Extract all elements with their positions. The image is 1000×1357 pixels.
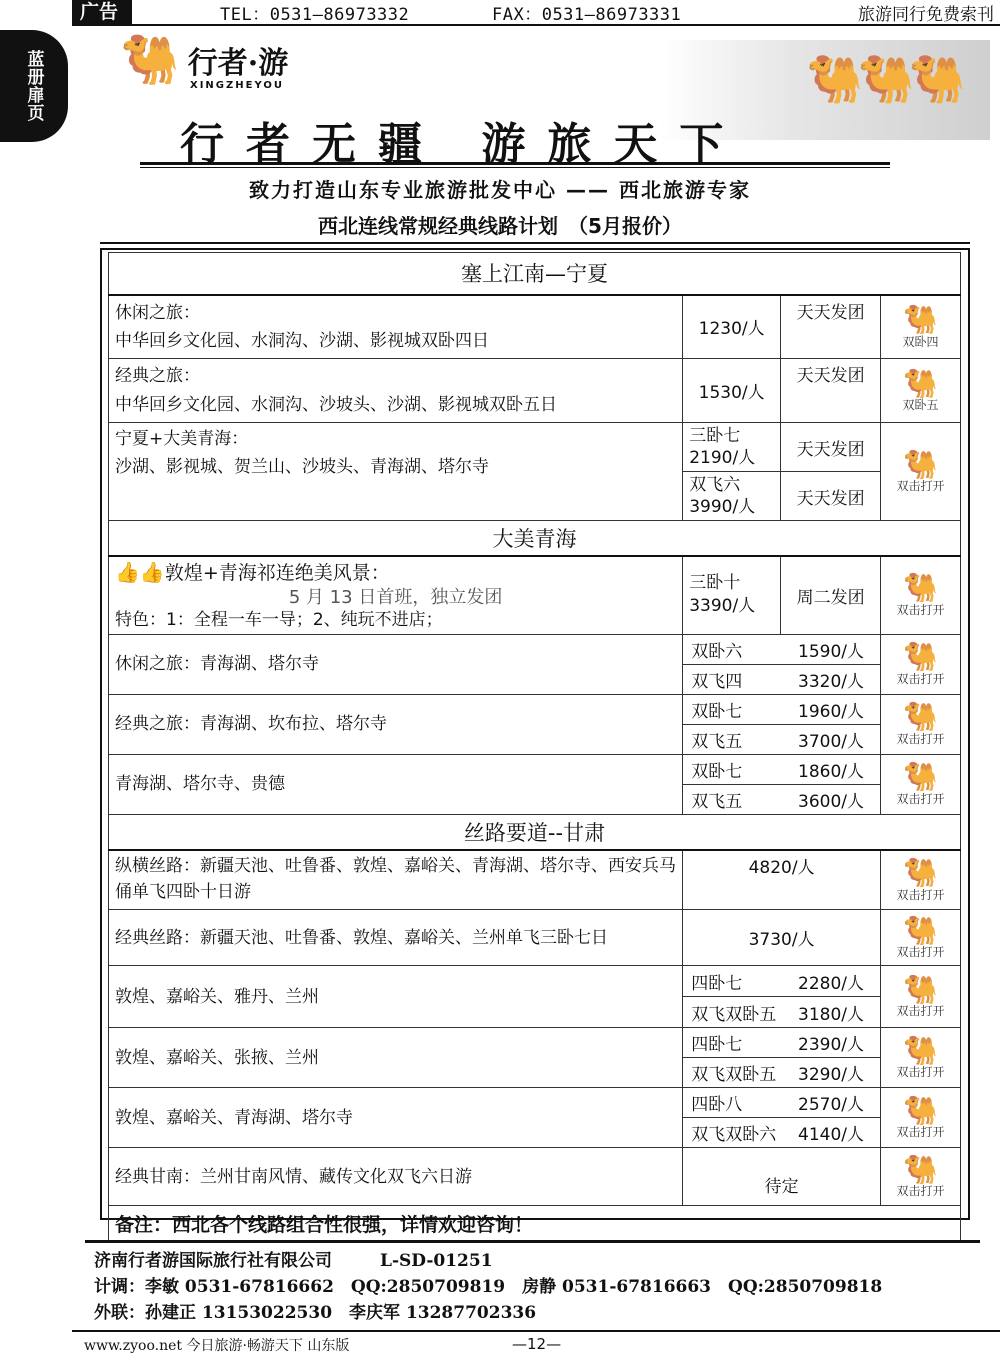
camel-icon: 🐫 [903, 1033, 938, 1067]
open-label: 双击打开 [896, 731, 945, 746]
camel-icon: 🐫 [903, 302, 938, 336]
open-button[interactable] [881, 1148, 961, 1206]
route-title: 经典甘南：兰州甘南风情、藏传文化双飞六日游 [109, 1148, 683, 1206]
route-note: 5 月 13 日首班，独立发团 [288, 587, 503, 609]
side-tab: 蓝册扉页 [0, 30, 68, 142]
route-title: 经典之旅：青海湖、坎布拉、塔尔寺 [109, 694, 683, 754]
route-detail: 中华回乡文化园、水洞沟、沙湖、影视城双卧四日 [115, 330, 489, 351]
open-label: 双击打开 [896, 479, 945, 494]
route-table [108, 252, 961, 1242]
open-label: 双击打开 [896, 1065, 945, 1080]
open-label: 双击打开 [896, 1004, 945, 1019]
camel-icon: 🐫 [903, 1152, 938, 1186]
price-type: 双卧七 [691, 701, 743, 722]
table-row [109, 295, 961, 359]
table-row [109, 694, 961, 724]
camel-caravan-icon: 🐫🐫🐫 [806, 52, 960, 106]
camel-icon: 🐫 [903, 972, 938, 1006]
remark: 备注：西北各个线路组合性很强，详情欢迎咨询！ [109, 1206, 961, 1242]
route-price: 2280/人 [798, 973, 865, 994]
route-schedule: 天天发团 [781, 423, 881, 472]
table-row [109, 423, 961, 472]
open-button[interactable] [881, 1028, 961, 1088]
open-button[interactable] [881, 910, 961, 966]
open-label: 双击打开 [896, 887, 945, 902]
route-price: 3320/人 [798, 671, 865, 692]
top-bar [72, 0, 1000, 26]
route-title: 休闲之旅： [115, 302, 200, 323]
camel-icon: 🐫 [903, 366, 938, 400]
table-row [109, 850, 961, 910]
table-row [109, 910, 961, 966]
route-price: 1960/人 [798, 701, 865, 722]
camel-icon: 🐫 [903, 760, 938, 794]
table-row [109, 1028, 961, 1058]
table-row [109, 1148, 961, 1206]
route-price: 2570/人 [798, 1095, 865, 1116]
open-button[interactable] [881, 634, 961, 694]
route-title: 青海湖、塔尔寺、贵德 [109, 754, 683, 814]
free-index-label: 旅游同行免费索刊 [858, 4, 994, 25]
open-button[interactable] [881, 754, 961, 814]
footer-divider [85, 1240, 980, 1243]
banner [100, 30, 990, 170]
tagline: 致力打造山东专业旅游批发中心 —— 西北旅游专家 [249, 178, 751, 202]
route-detail: 中华回乡文化园、水洞沟、沙坡头、沙湖、影视城双卧五日 [115, 394, 557, 415]
price-type: 双飞双卧五 [691, 1065, 777, 1086]
route-schedule: 天天发团 [781, 359, 881, 423]
route-title: 敦煌、嘉峪关、青海湖、塔尔寺 [109, 1088, 683, 1148]
price-type: 双卧六 [691, 641, 743, 662]
page-number: —12— [512, 1335, 562, 1353]
route-price: 2190/人 [689, 448, 756, 469]
site-line: www.zyoo.net 今日旅游·畅游天下 山东版 [84, 1338, 350, 1354]
license-number: L-SD-01251 [380, 1251, 493, 1271]
route-price: 3390/人 [689, 596, 756, 617]
camel-icon: 🐫 [903, 640, 938, 674]
fax-number: FAX：0531—86973331 [492, 4, 682, 25]
table-row [109, 556, 961, 634]
route-price: 3180/人 [798, 1004, 865, 1025]
open-label: 双卧五 [902, 398, 939, 413]
tel-number: TEL：0531—86973332 [220, 4, 410, 25]
open-button[interactable] [881, 1088, 961, 1148]
price-type: 三卧七 [689, 426, 741, 446]
price-type: 双卧七 [691, 761, 743, 782]
section-title-ningxia: 塞上江南—宁夏 [109, 253, 961, 295]
open-label: 双击打开 [896, 1184, 945, 1199]
table-row [109, 754, 961, 784]
camel-icon: 🐫 [903, 1093, 938, 1127]
route-price: 4820/人 [683, 850, 881, 910]
price-type: 双飞六 [689, 475, 741, 496]
table-row [109, 359, 961, 423]
camel-icon: 🐫 [903, 447, 938, 481]
route-price: 1590/人 [798, 641, 865, 662]
price-type: 双飞双卧六 [691, 1125, 777, 1146]
open-label: 双击打开 [896, 1125, 945, 1140]
route-price: 1860/人 [798, 761, 865, 782]
route-title: 经典之旅： [115, 366, 200, 387]
open-button[interactable] [881, 295, 961, 359]
open-button[interactable] [881, 694, 961, 754]
route-detail: 沙湖、影视城、贺兰山、沙坡头、青海湖、塔尔寺 [115, 457, 489, 478]
contact-line: 计调：李敏 0531-67816662 QQ:2850709819 房静 0531-67816663 QQ:2850709818 [94, 1277, 883, 1297]
price-type: 三卧十 [689, 572, 741, 593]
route-schedule: 天天发团 [781, 295, 881, 359]
price-type: 双飞五 [691, 731, 743, 752]
route-price: 3600/人 [798, 791, 865, 812]
open-button[interactable] [881, 359, 961, 423]
route-title: 休闲之旅：青海湖、塔尔寺 [109, 634, 683, 694]
route-title: 宁夏+大美青海： [115, 429, 249, 449]
section-title-qinghai: 大美青海 [109, 521, 961, 557]
camel-icon: 🐫 [903, 571, 938, 605]
section-title-gansu: 丝路要道--甘肃 [109, 814, 961, 850]
open-button[interactable] [881, 850, 961, 910]
route-title: 敦煌、嘉峪关、张掖、兰州 [109, 1028, 683, 1088]
table-row [109, 966, 961, 997]
contact-line: 外联：孙建正 13153022530 李庆军 13287702336 [94, 1303, 537, 1323]
route-title: 纵横丝路：新疆天池、吐鲁番、敦煌、嘉峪关、青海湖、塔尔寺、西安兵马俑单飞四卧十日游 [109, 850, 683, 910]
table-row [109, 634, 961, 664]
slogan: 行者无疆 游旅天下 [180, 119, 746, 170]
slogan-divider [140, 162, 890, 168]
camel-logo-icon: 🐫 [120, 32, 180, 88]
company-name: 济南行者游国际旅行社有限公司 [94, 1251, 332, 1271]
open-button[interactable] [881, 423, 961, 521]
price-type: 四卧八 [691, 1095, 743, 1116]
route-features: 特色：1：全程一车一导；2、纯玩不进店； [115, 610, 443, 631]
price-type: 双飞五 [691, 791, 743, 812]
thumbs-up-icon: 👍👍 [115, 560, 165, 585]
open-label: 双卧四 [902, 334, 939, 349]
plan-title: 西北连线常规经典线路计划 （5月报价） [318, 214, 682, 238]
route-price: 1230/人 [683, 295, 781, 359]
route-title: 经典丝路：新疆天池、吐鲁番、敦煌、嘉峪关、兰州单飞三卧七日 [109, 910, 683, 966]
route-schedule: 周二发团 [781, 556, 881, 634]
logo-subtitle: XINGZHEYOU [190, 80, 284, 91]
camel-icon: 🐫 [903, 913, 938, 947]
route-price: 待定 [683, 1148, 881, 1206]
open-label: 双击打开 [896, 671, 945, 686]
route-schedule: 天天发团 [781, 472, 881, 521]
camel-icon: 🐫 [903, 700, 938, 734]
open-button[interactable] [881, 966, 961, 1028]
route-price: 3700/人 [798, 731, 865, 752]
route-price: 4140/人 [798, 1125, 865, 1146]
price-type: 四卧七 [691, 973, 743, 994]
open-button[interactable] [881, 556, 961, 634]
camel-icon: 🐫 [903, 855, 938, 889]
ad-label: 广告 [72, 0, 132, 25]
table-row [109, 1088, 961, 1118]
route-price: 2390/人 [798, 1035, 865, 1056]
footer [94, 1248, 882, 1326]
price-type: 四卧七 [691, 1035, 743, 1056]
price-type: 双飞双卧五 [691, 1004, 777, 1025]
route-title: 敦煌+青海祁连绝美风景： [164, 562, 390, 585]
route-title: 敦煌、嘉峪关、雅丹、兰州 [109, 966, 683, 1028]
route-price: 3990/人 [689, 497, 756, 518]
open-label: 双击打开 [896, 791, 945, 806]
open-label: 双击打开 [896, 945, 945, 960]
open-label: 双击打开 [896, 603, 945, 618]
route-price: 1530/人 [683, 359, 781, 423]
route-price: 3730/人 [683, 910, 881, 966]
bottom-divider [72, 1330, 1000, 1332]
route-price: 3290/人 [798, 1065, 865, 1086]
divider [100, 242, 970, 244]
price-type: 双飞四 [691, 671, 743, 692]
logo-text: 行者·游 [187, 46, 289, 81]
